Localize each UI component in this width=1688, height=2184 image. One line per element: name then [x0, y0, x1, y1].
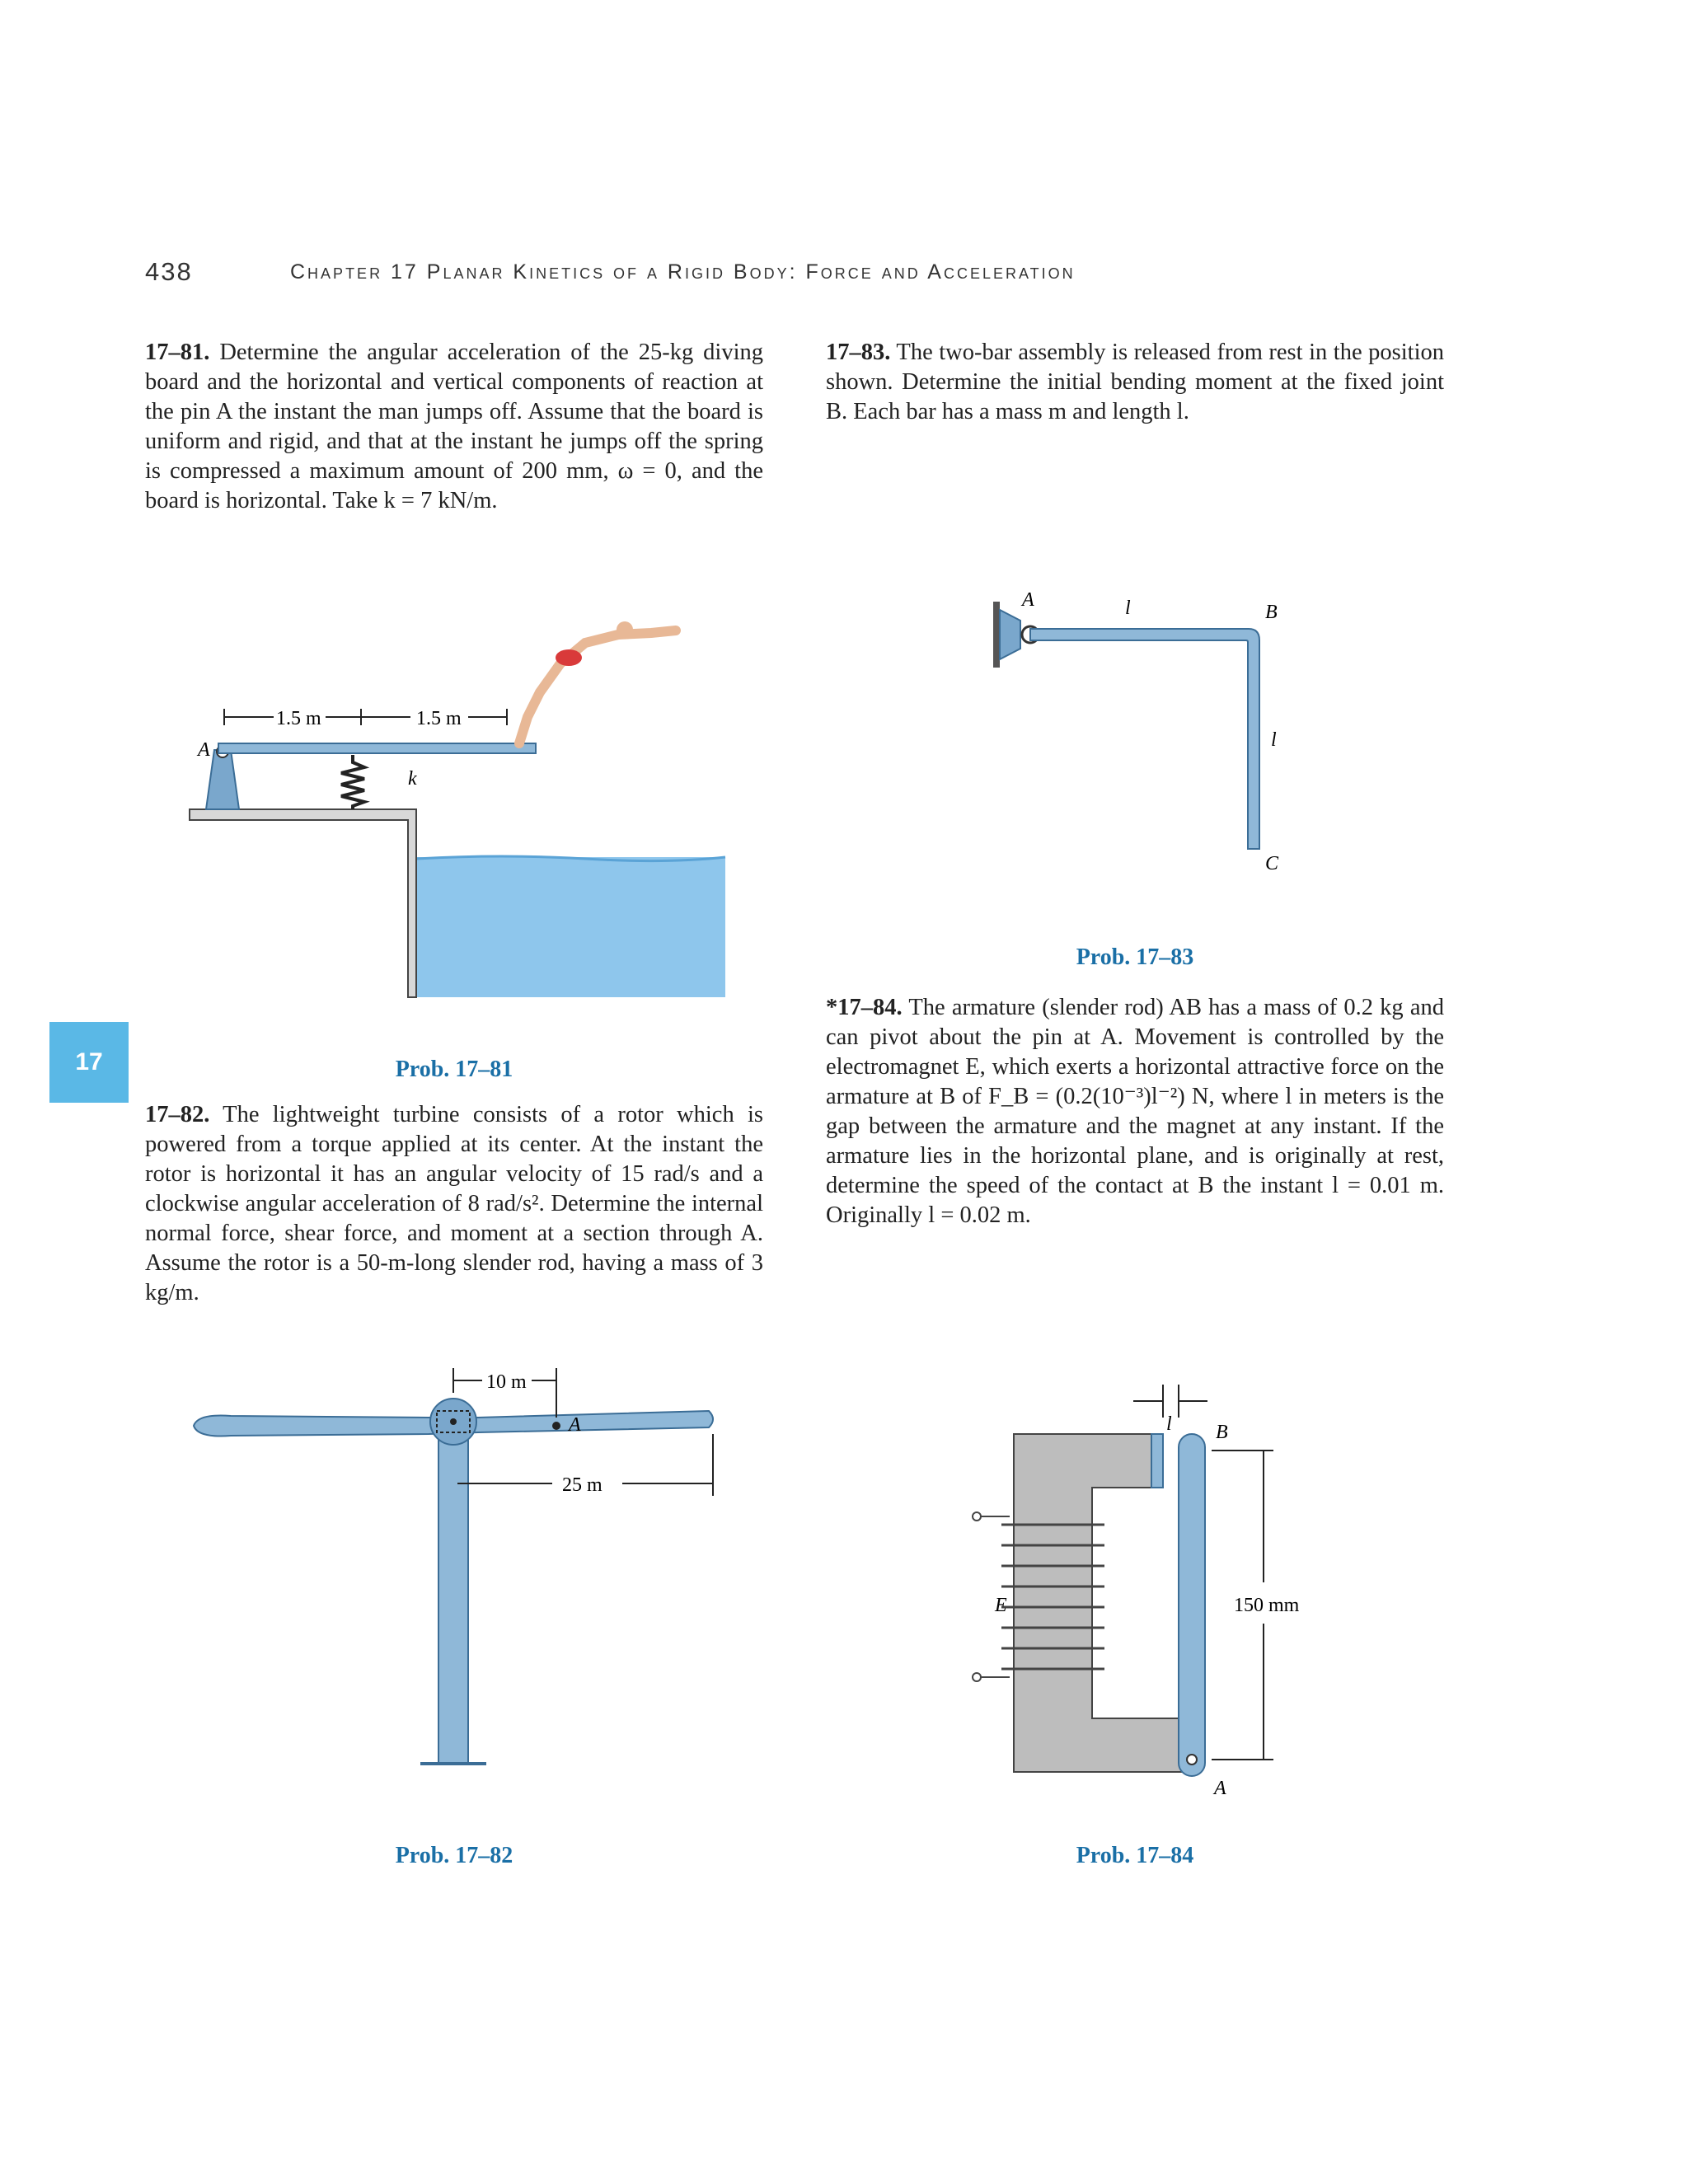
platform [190, 809, 416, 997]
figure-two-bar [981, 581, 1327, 878]
dim-150mm: 150 mm [1234, 1595, 1300, 1616]
pin-A [1187, 1755, 1197, 1765]
label-A: A [569, 1414, 581, 1436]
bar-AB-BC [1030, 629, 1259, 849]
label-k: k [408, 768, 417, 790]
label-A: A [198, 739, 210, 761]
point-A [552, 1422, 560, 1430]
chapter-tab: 17 [49, 1022, 129, 1103]
problem-number: *17–84. [826, 995, 903, 1020]
problem-number: 17–83. [826, 340, 891, 365]
figure-diving-board [173, 593, 750, 1005]
label-E: E [995, 1595, 1007, 1616]
label-A: A [1214, 1778, 1226, 1799]
problem-text: The armature (slender rod) AB has a mass of 0.2 kg and can pivot about the pin at A. Movement is controlled by the electromagnet E, which exerts a horizontal attractive force on the armature at B of F_B = (0.2(10⁻³)l⁻²) N, where l in meters is the gap between the armature and the magnet at any instant. If the armature lies in the horizontal plane, and is originally at rest, determine the speed of the contact at B the instant l = 0.01 m. Originally l = 0.02 m. [826, 995, 1444, 1228]
terminal [973, 1673, 981, 1681]
problem-17-83 [826, 338, 1444, 427]
problem-17-84 [826, 993, 1444, 1230]
chapter-title: Chapter 17 Planar Kinetics of a Rigid Body: Force and Acceleration [290, 260, 1076, 284]
spring [341, 755, 364, 809]
problem-text: Determine the angular acceleration of the 25-kg diving board and the horizontal and vertical components of reaction at the pin A the instant the man jumps off. Assume that the board is uniform and rigid, and that at the instant he jumps off the spring is compressed a maximum amount of 200 mm, ω = 0, and the board is horizontal. Take k = 7 kN/m. [145, 340, 763, 513]
label-l-top: l [1125, 598, 1131, 619]
diving-board [218, 743, 536, 753]
water [416, 857, 725, 997]
label-B: B [1216, 1422, 1228, 1443]
problem-number: 17–82. [145, 1102, 210, 1127]
terminal [973, 1512, 981, 1521]
figure-turbine [181, 1360, 742, 1772]
label-l: l [1166, 1413, 1172, 1435]
figure-electromagnet [960, 1372, 1323, 1801]
label-A: A [1022, 589, 1034, 611]
label-C: C [1265, 853, 1279, 874]
swimsuit [556, 649, 582, 666]
caption-17-83: Prob. 17–83 [1076, 944, 1194, 970]
running-header [145, 257, 1546, 293]
problem-17-82 [145, 1100, 763, 1308]
diver [519, 630, 676, 743]
problem-number: 17–81. [145, 340, 210, 365]
wall [993, 602, 1000, 668]
dim-label-1: 1.5 m [276, 708, 321, 729]
caption-17-81: Prob. 17–81 [395, 1057, 513, 1082]
caption-17-82: Prob. 17–82 [395, 1843, 513, 1868]
caption-17-84: Prob. 17–84 [1076, 1843, 1194, 1868]
label-B: B [1265, 602, 1278, 623]
pole-face [1151, 1434, 1163, 1488]
pin-support [1000, 610, 1020, 659]
dim-label-2: 1.5 m [416, 708, 462, 729]
dim-10m: 10 m [486, 1371, 527, 1393]
problem-17-81 [145, 338, 763, 516]
page-number: 438 [145, 257, 193, 286]
dim-25m: 25 m [562, 1474, 603, 1496]
problem-text: The lightweight turbine consists of a rotor which is powered from a torque applied at its center. At the instant the rotor is horizontal it has an angular velocity of 15 rad/s and a clockwise angular acceleration of 8 rad/s². Determine the internal normal force, shear force, and moment at a section through A. Assume the rotor is a 50-m-long slender rod, having a mass of 3 kg/m. [145, 1102, 763, 1305]
armature-AB [1179, 1434, 1205, 1776]
problem-text: The two-bar assembly is released from rest in the position shown. Determine the initial bending moment at the fixed joint B. Each bar has a mass m and length l. [826, 340, 1444, 424]
label-l-side: l [1271, 729, 1277, 751]
pin-support [206, 750, 239, 809]
